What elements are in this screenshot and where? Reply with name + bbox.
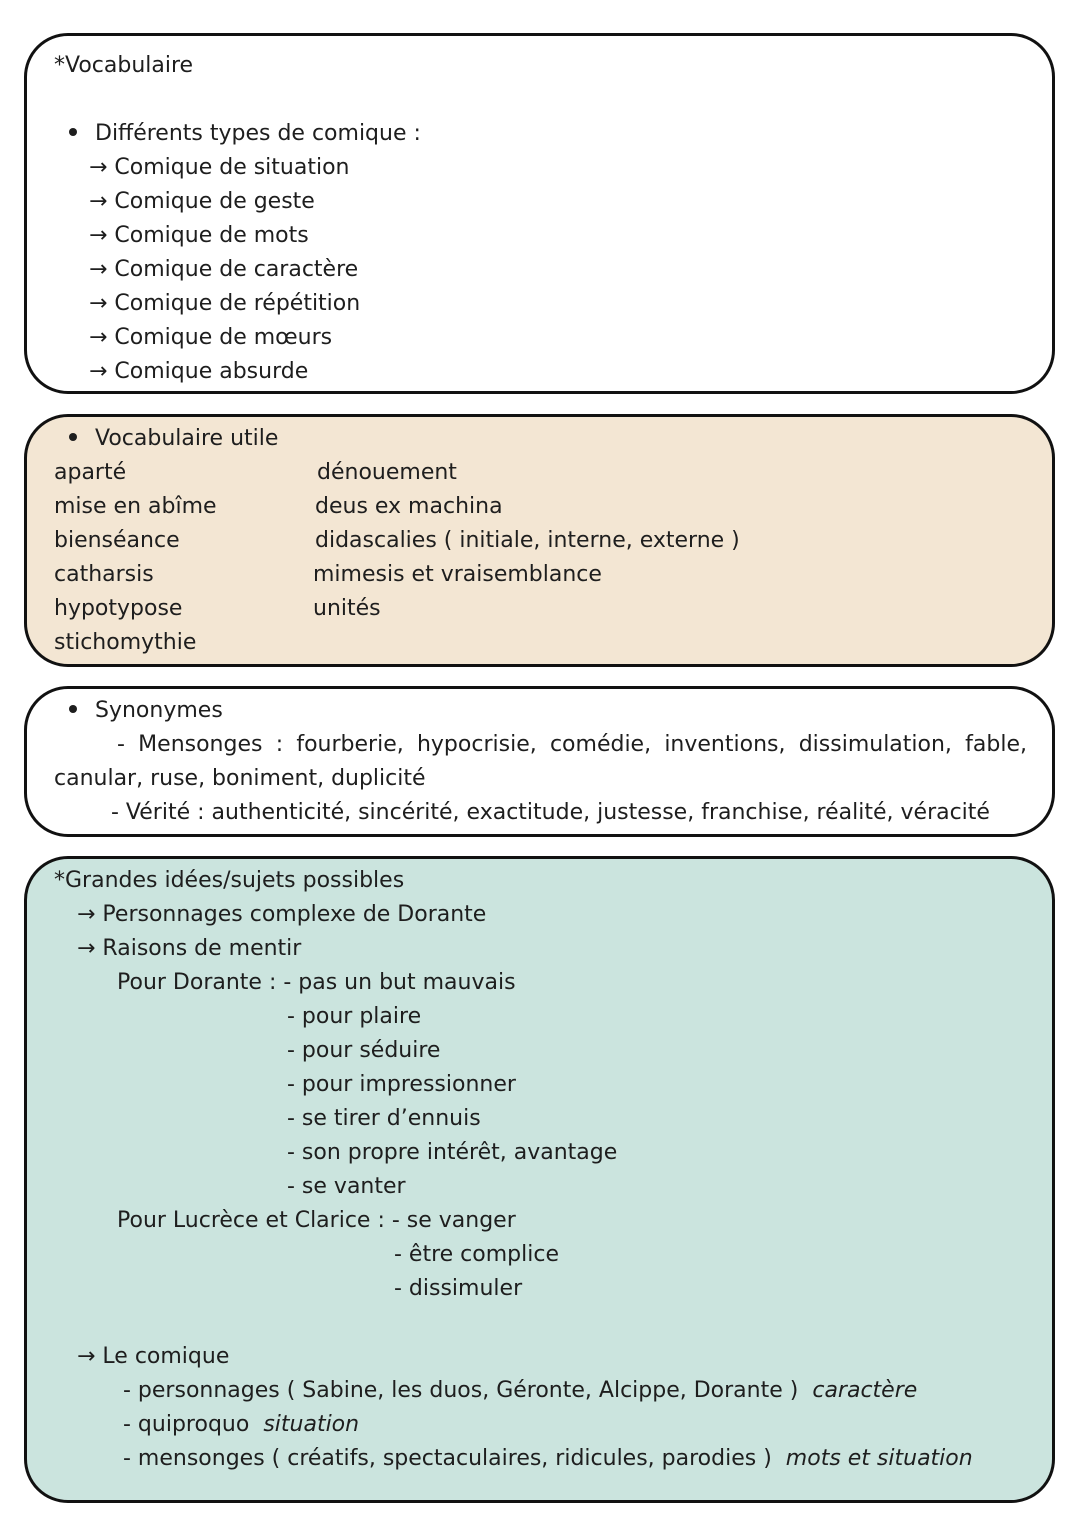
term-left: stichomythie	[54, 630, 197, 655]
list-item: - pour séduire	[287, 1038, 441, 1063]
term-right: didascalies ( initiale, interne, externe )	[315, 528, 740, 553]
term-left: bienséance	[54, 528, 180, 553]
term-left: hypotypose	[54, 596, 183, 621]
list-item: → Comique de mots	[89, 223, 309, 248]
comique-item-tag: caractère	[812, 1378, 918, 1403]
dorante-reasons-label: Pour Dorante : - pas un but mauvais	[117, 970, 516, 995]
comique-item	[123, 1374, 917, 1408]
list-item: - être complice	[394, 1242, 559, 1267]
list-item: → Comique de situation	[89, 155, 350, 180]
grandes-idees-box	[24, 856, 1055, 1503]
vocabulaire-box	[24, 33, 1055, 394]
list-item: - se vanter	[287, 1174, 406, 1199]
list-item: - pour impressionner	[287, 1072, 516, 1097]
list-item: → Comique de mœurs	[89, 325, 333, 350]
vocabulaire-utile-box	[24, 414, 1055, 667]
term-left: mise en abîme	[54, 494, 217, 519]
idee-item: → Raisons de mentir	[77, 936, 302, 961]
list-item: - pour plaire	[287, 1004, 422, 1029]
term-right: unités	[313, 596, 381, 621]
list-item: → Comique absurde	[89, 359, 309, 384]
comique-item-tag: mots et situation	[785, 1446, 973, 1471]
synonymes-title: Synonymes	[69, 694, 223, 728]
list-item: - son propre intérêt, avantage	[287, 1140, 618, 1165]
comique-item	[123, 1408, 359, 1442]
comique-title: → Le comique	[77, 1344, 230, 1369]
grandes-idees-heading: *Grandes idées/sujets possibles	[54, 868, 405, 893]
list-item: - dissimuler	[394, 1276, 523, 1301]
vocabulaire-heading: *Vocabulaire	[54, 53, 194, 78]
comique-item-text: - personnages ( Sabine, les duos, Géronte, Alcippe, Dorante )	[123, 1378, 799, 1403]
synonymes-verite: - Vérité : authenticité, sincérité, exactitude, justesse, franchise, réalité, véracité	[111, 800, 990, 825]
term-right: dénouement	[317, 460, 457, 485]
comique-item-text: - quiproquo	[123, 1412, 250, 1437]
list-item: → Comique de répétition	[89, 291, 361, 316]
synonymes-mensonges: - Mensonges : fourberie, hypocrisie, comédie, inventions, dissimulation, fable,	[117, 732, 1027, 757]
synonymes-mensonges-continued: canular, ruse, boniment, duplicité	[54, 766, 426, 791]
term-right: deus ex machina	[315, 494, 503, 519]
synonymes-box	[24, 686, 1055, 837]
comique-types-title: Différents types de comique :	[69, 117, 421, 151]
vocabulaire-utile-title: Vocabulaire utile	[69, 422, 278, 456]
term-left: aparté	[54, 460, 127, 485]
comique-item	[123, 1442, 973, 1476]
lucrece-reasons-label: Pour Lucrèce et Clarice : - se vanger	[117, 1208, 516, 1233]
list-item: → Comique de geste	[89, 189, 315, 214]
comique-item-text: - mensonges ( créatifs, spectaculaires, ridicules, parodies )	[123, 1446, 772, 1471]
term-left: catharsis	[54, 562, 154, 587]
list-item: → Comique de caractère	[89, 257, 359, 282]
comique-item-tag: situation	[263, 1412, 360, 1437]
list-item: - se tirer d’ennuis	[287, 1106, 481, 1131]
term-right: mimesis et vraisemblance	[313, 562, 602, 587]
idee-item: → Personnages complexe de Dorante	[77, 902, 487, 927]
